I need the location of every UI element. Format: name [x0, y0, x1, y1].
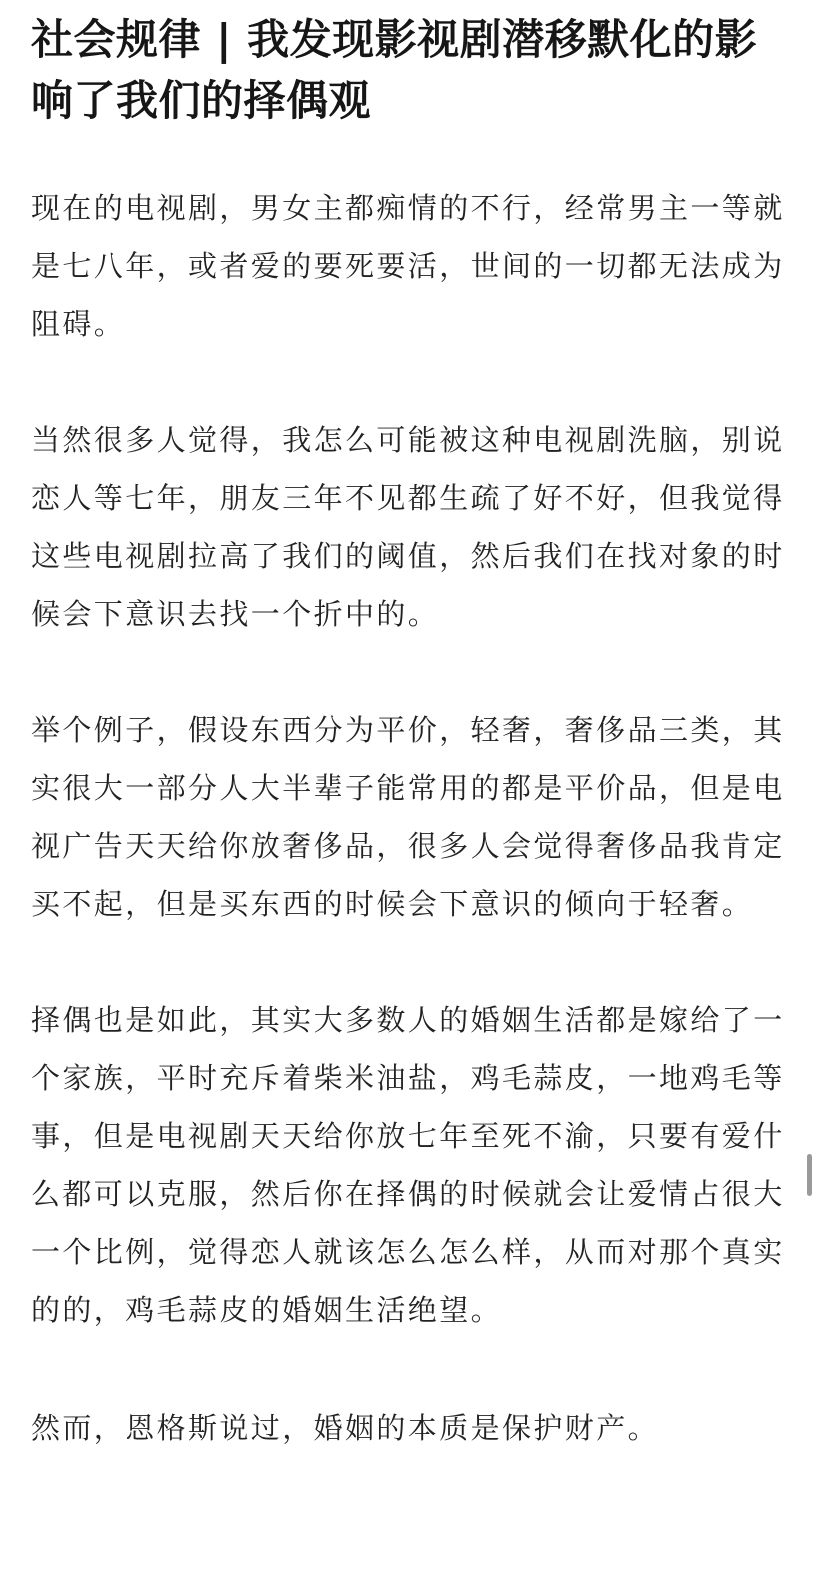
article-paragraph-5: 然而，恩格斯说过，婚姻的本质是保护财产。: [31, 1411, 660, 1445]
article: [31, 0, 791, 1457]
article-paragraph-4: 择偶也是如此，其实大多数人的婚姻生活都是嫁给了一个家族，平时充斥着柴米油盐，鸡毛蒜皮，一地鸡毛等事，但是电视剧天天给你放七年至死不渝，只要有爱什么都可以克服，然后你在择偶的时候就会让爱情占很大一个比例，觉得恋人就该怎么怎么样，从而对那个真实的的，鸡毛蒜皮的婚姻生活绝望。: [31, 1003, 785, 1327]
article-paragraph-2: 当然很多人觉得，我怎么可能被这种电视剧洗脑，别说恋人等七年，朋友三年不见都生疏了好不好，但我觉得这些电视剧拉高了我们的阈值，然后我们在找对象的时候会下意识去找一个折中的。: [31, 423, 785, 631]
article-title: 社会规律 | 我发现影视剧潜移默化的影响了我们的择偶观: [31, 15, 758, 125]
article-paragraph-1: 现在的电视剧，男女主都痴情的不行，经常男主一等就是七八年，或者爱的要死要活，世间的一切都无法成为阻碍。: [31, 191, 785, 341]
article-paragraph-3: 举个例子，假设东西分为平价，轻奢，奢侈品三类，其实很大一部分人大半辈子能常用的都是平价品，但是电视广告天天给你放奢侈品，很多人会觉得奢侈品我肯定买不起，但是买东西的时候会下意识的倾向于轻奢。: [31, 713, 785, 921]
scrollbar-thumb[interactable]: [807, 1154, 812, 1196]
